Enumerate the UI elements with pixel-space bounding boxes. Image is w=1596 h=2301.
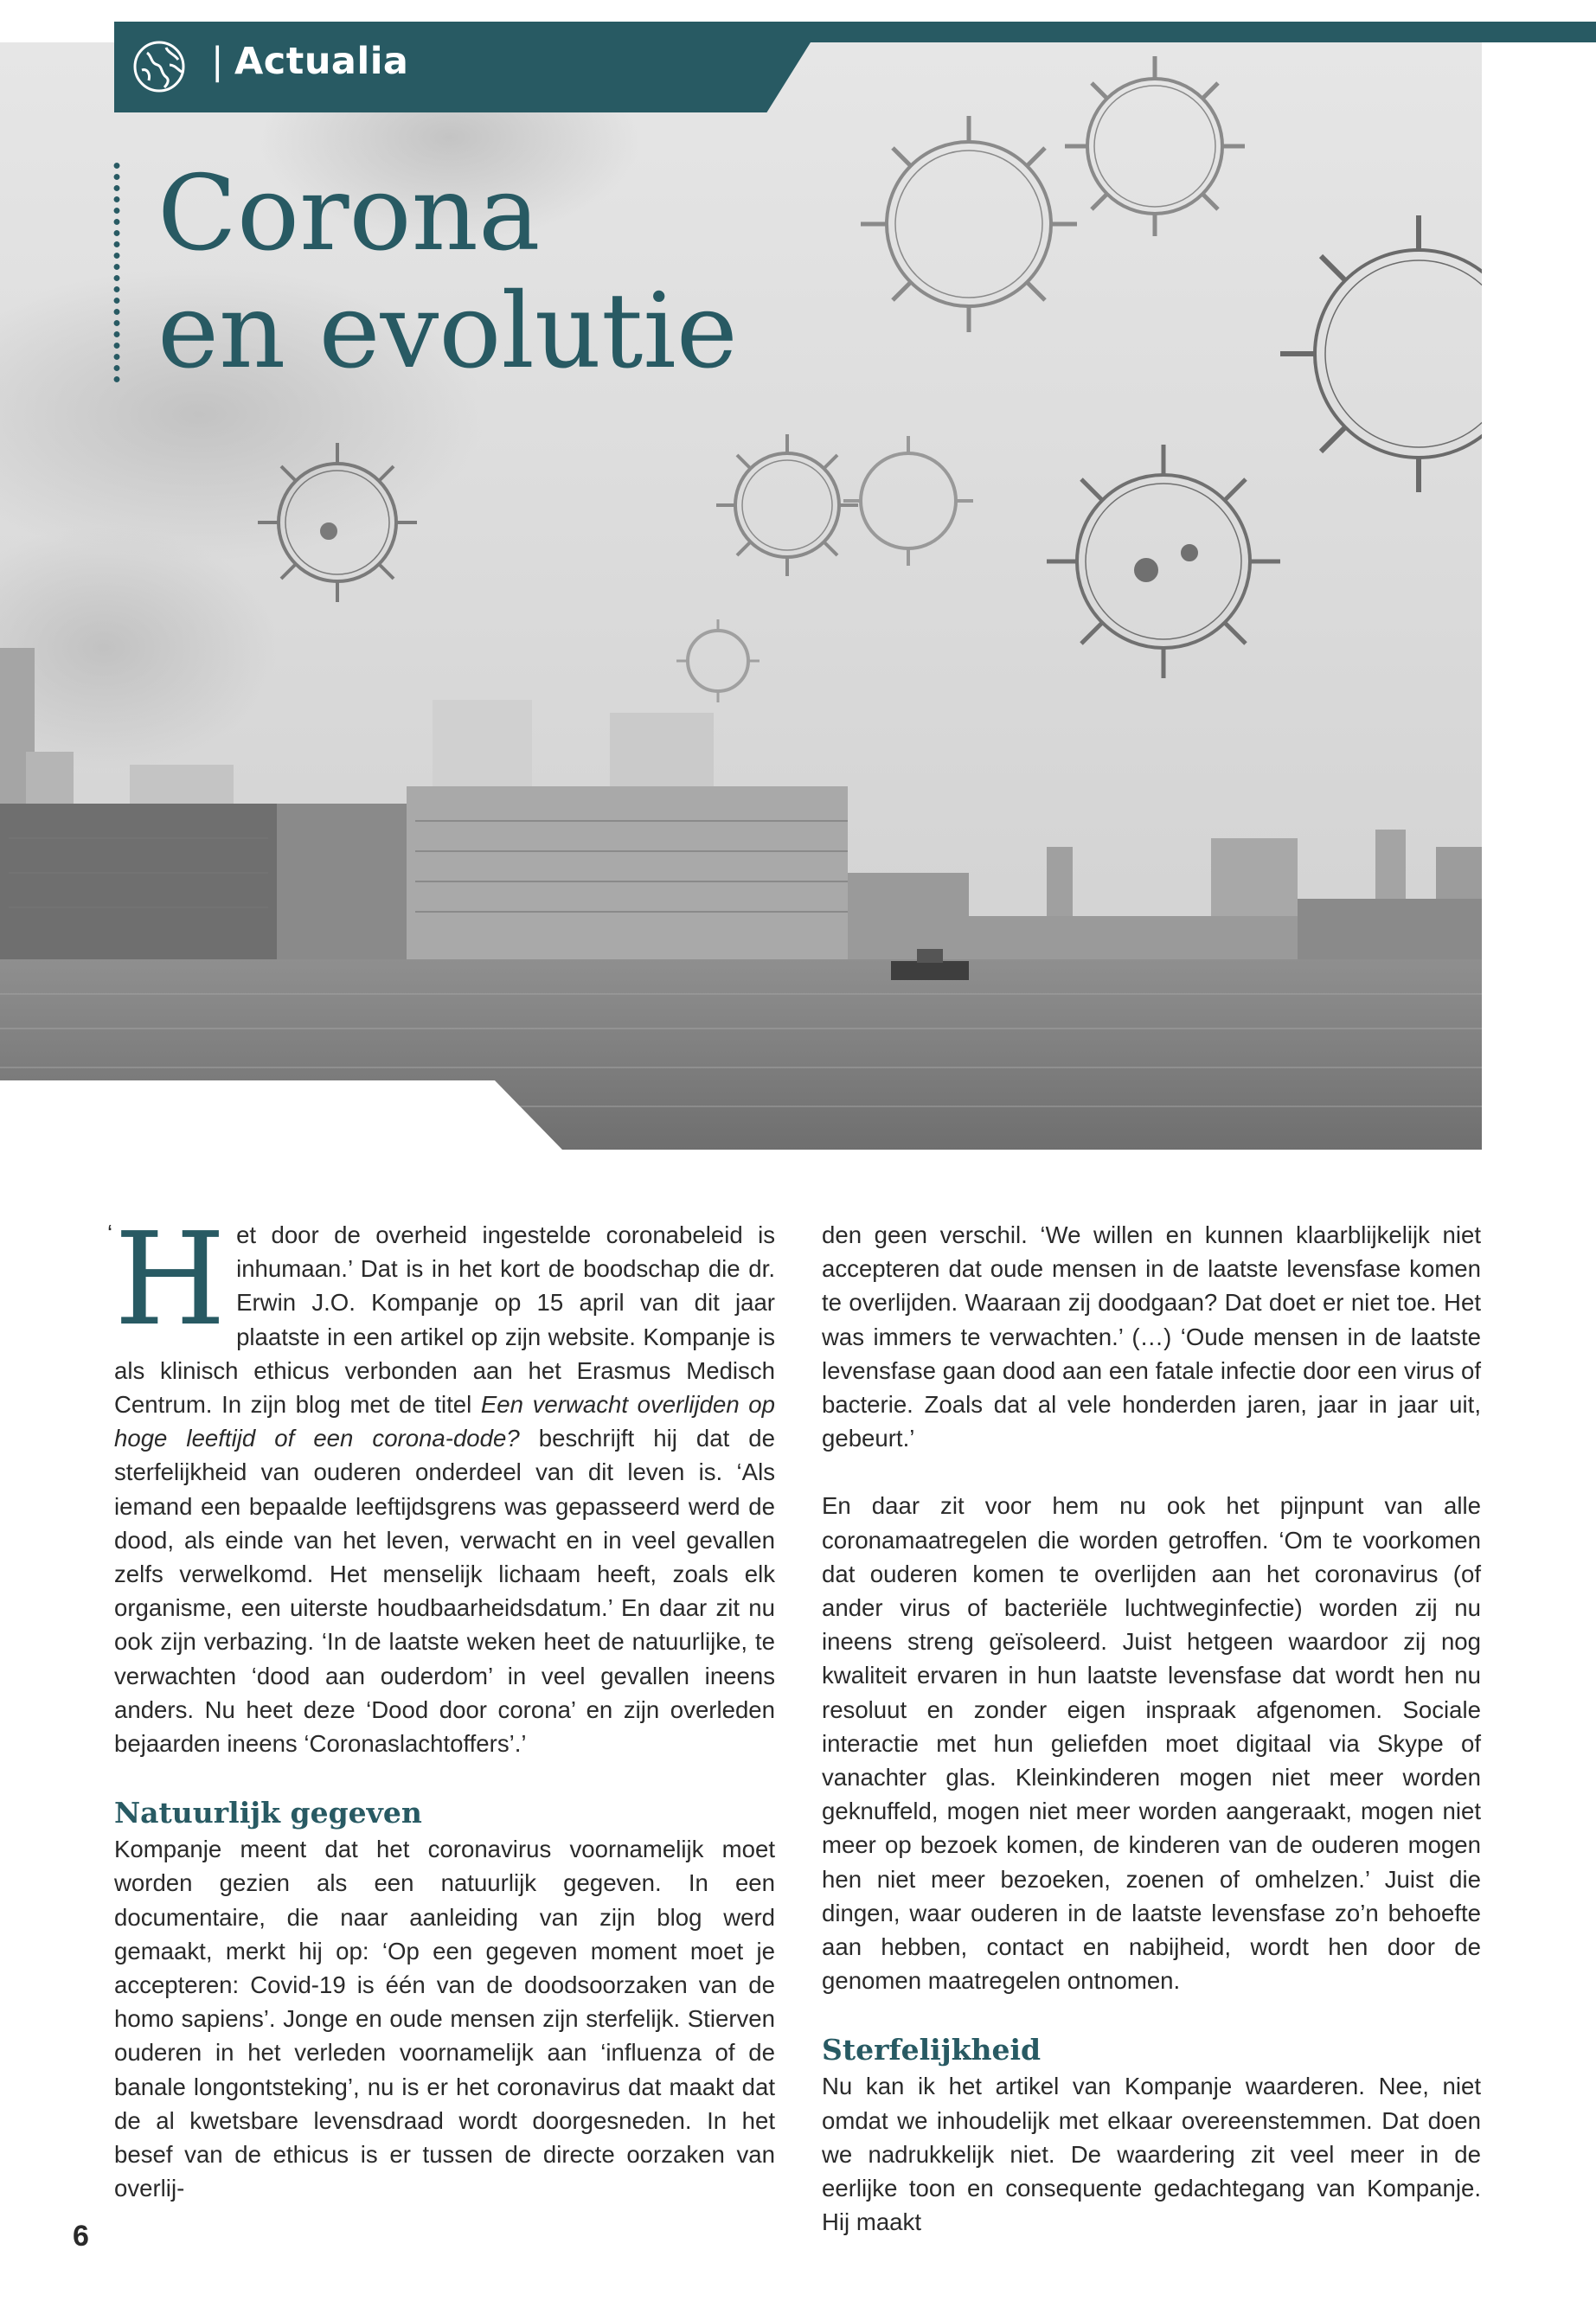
globe-icon <box>131 39 187 94</box>
paragraph-3: En daar zit voor hem nu ook het pijnpunt van alle coronamaatregelen die worden getroffen. ‘Om te voorkomen dat ouderen komen te overlijden aan het coronavirus (of ander virus of bacteriële luchtweginfectie) worden zij nu ineens streng geïsoleerd. Juist hetgeen waardoor zij nog kwaliteit ervaren in hun laatste levensfase dat wordt hen nu resoluut en zonder eigen inspraak afgenomen. Sociale interactie met hun geliefden moet digitaal via Skype of vanachter glas. Kleinkinderen mogen niet meer worden geknuffeld, mogen niet meer worden aangeraakt, mogen niet meer op bezoek komen, de kinderen van de ouderen mogen hen niet meer bezoeken, zoenen of omhelzen.’ Juist die dingen, waar ouderen in de laatste levensfase zo’n behoefte aan hebben, contact en nabijheid, wordt hen door de genomen maatregelen ontnomen. <box>822 1492 1481 1995</box>
subheading-natuurlijk-gegeven: Natuurlijk gegeven <box>114 1796 422 1830</box>
page-number: 6 <box>73 2220 89 2253</box>
subheading-sterfelijkheid: Sterfelijkheid <box>822 2033 1042 2067</box>
intro-paragraph: Het door de overheid ingestelde coronabeleid is inhumaan.’ Dat is in het kort de boodschap die dr. Erwin J.O. Kompanje op 15 april van dit jaar plaatste in een artikel op zijn website. Kompanje is als klinisch ethicus verbonden aan het Erasmus Medisch Centrum. In zijn blog met de titel Een verwacht overlijden op hoge leeftijd of een corona-dode? beschrijft hij dat de sterfelijkheid van ouderen onderdeel van dit leven is. ‘Als iemand een bepaalde leeftijdsgrens was gepasseerd werd de dood, als einde van het leven, verwacht en in veel gevallen zelfs verwelkomd. Het menselijk lichaam heeft, zoals elk organisme, een uiterste houdbaarheidsdatum.’ En daar zit nu ook zijn verbazing. ‘In de laatste weken heet de natuurlijke, te verwachten ‘dood aan ouderdom’ in veel gevallen ineens anders. Nu heet deze ‘Dood door corona’ en zijn overleden bejaarden ineens ‘Coronaslachtoffers’.’ <box>114 1205 775 1758</box>
drop-cap: H <box>114 1205 227 1354</box>
title-line-1: Corona <box>157 154 541 274</box>
opening-quote: ‘ <box>107 1220 113 1247</box>
text-column-right <box>822 1218 1481 2239</box>
section-label: | Actualia <box>211 40 409 83</box>
river-water <box>0 959 1482 1150</box>
paragraph-2-end: den geen verschil. ‘We willen en kunnen klaarblijkelijk niet accepteren dat oude mensen in de laatste levensfase komen te overlijden. Waaraan zij doodgaan? Dat doet er niet toe. Het was immers te verwachten.’ (…) ‘Oude mensen in de laatste levensfase gaan dood aan een fatale infectie door een virus of bacterie. Zoals dat al vele honderden jaren, jaar in jaar uit, gebeurt.’ <box>822 1221 1481 1452</box>
title-line-2: en evolutie <box>157 272 738 392</box>
blog-title: Een verwacht overlijden op hoge leeftijd of een corona-dode? <box>114 1391 775 1452</box>
paragraph-2-start: Kompanje meent dat het coronavirus voornamelijk moet worden gezien als een natuurlijk gegeven. In een documentaire, die naar aanleiding van zijn blog werd gemaakt, merkt hij op: ‘Op een gegeven moment moet je accepteren: Covid-19 is één van de doodsoorzaken van de homo sapiens’. Jonge en oude mensen zijn sterfelijk. Stierven ouderen in het verleden voornamelijk aan ‘influenza of de banale longontsteking’, nu is er het coronavirus dat maakt dat de al kwetsbare levensdraad wordt doorgesneden. In het besef van de ethicus is er tussen de directe oorzaken van overlij- <box>114 1836 775 2202</box>
article-title <box>157 156 738 391</box>
page-margin <box>1482 42 1596 2301</box>
text-column-left <box>107 1205 775 2205</box>
paragraph-4: Nu kan ik het artikel van Kompanje waarderen. Nee, niet omdat we inhoudelijk met elkaar overeenstemmen. Dat doen we nadrukkelijk niet. De waardering zit veel meer in de eerlijke toon en consequente gedachtegang van Kompanje. Hij maakt <box>822 2073 1481 2236</box>
decorative-dots <box>112 160 121 385</box>
